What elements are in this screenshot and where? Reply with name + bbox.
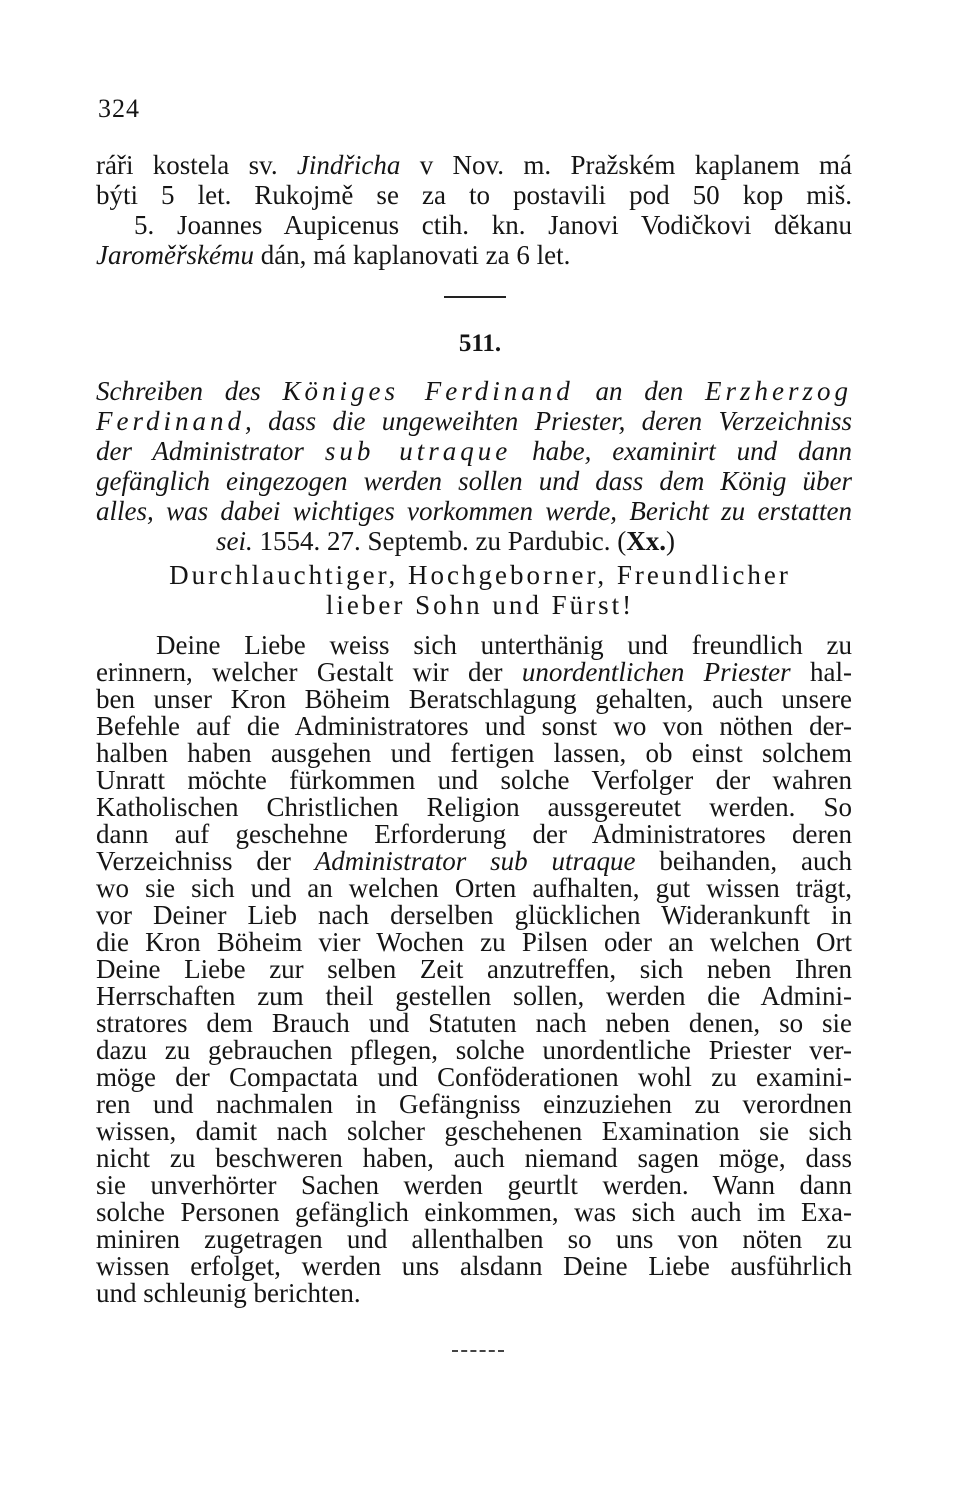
text-line: býti 5 let. Rukojmě se za to postavili pod 50 kop miš. <box>96 180 852 210</box>
text-span: ) <box>665 526 675 556</box>
italic-name: u <box>240 240 254 270</box>
text-span: dán, má kaplanovati za 6 let. <box>253 240 571 270</box>
body-line: miniren zugetragen und allenthalben so uns von nöten zu <box>96 1224 852 1254</box>
italic-phrase: unordentlichen Priester <box>521 657 791 687</box>
body-line: solche Personen gefänglich einkommen, was sich auch im Exa- <box>96 1197 852 1227</box>
body-line: Deine Liebe zur selben Zeit anzutreffen, sich neben Ihren <box>96 954 852 984</box>
spaced-name: Ferdinand <box>96 406 245 436</box>
text-span: ráři kostela sv. <box>96 150 297 180</box>
summary-line <box>96 406 852 436</box>
text-line <box>96 240 852 270</box>
body-line: dazu zu gebrauchen pflegen, solche unordentliche Priester ver- <box>96 1035 852 1065</box>
body-line: wissen erfolget, werden uns alsdann Deine Liebe ausführlich <box>96 1251 852 1281</box>
text-span: habe, examinirt und dann <box>511 436 853 466</box>
body-line: die Kron Böheim vier Wochen zu Pilsen oder an welchen Ort <box>96 927 852 957</box>
body-line: Unratt möchte fürkommen und solche Verfolger der wahren <box>96 765 852 795</box>
date-text: 1554. 27. Septemb. zu Pardubic. ( <box>252 526 627 556</box>
spaced-name: sub utraque <box>324 436 512 466</box>
text-line: 5. Joannes Aupicenus ctih. kn. Janovi Vodičkovi děkanu <box>134 210 852 240</box>
salutation-line: Durchlauchtiger, Hochgeborner, Freundlicher <box>169 560 791 590</box>
body-line: möge der Compactata und Conföderationen wohl zu examini- <box>96 1062 852 1092</box>
summary-line <box>216 526 816 556</box>
end-divider <box>452 1350 504 1352</box>
source-mark: Xx. <box>626 526 666 556</box>
summary-line: gefänglich eingezogen werden sollen und dass dem König über <box>96 466 852 496</box>
summary-line <box>96 376 852 406</box>
text-span: sei. <box>216 526 253 556</box>
text-span: , dass die ungeweihten Priester, deren Verzeichniss <box>244 406 852 436</box>
body-line: sie unverhörter Sachen werden geurtlt werden. Wann dann <box>96 1170 852 1200</box>
text-span: der Administrator <box>96 436 325 466</box>
text-span: v Nov. m. Pražském kaplanem má <box>400 150 852 180</box>
spaced-name: Königes Ferdinand <box>282 376 574 406</box>
text-span: Schreiben des <box>96 376 283 406</box>
body-line: stratores dem Brauch und Statuten nach neben denen, so sie <box>96 1008 852 1038</box>
text-span: an den <box>573 376 705 406</box>
body-line: Herrschaften zum theil gestellen sollen, werden die Admini- <box>96 981 852 1011</box>
text-span: beihanden, auch <box>635 846 852 876</box>
body-line: halben haben ausgehen und fertigen lassen, ob einst solchem <box>96 738 852 768</box>
body-line: dann auf geschehne Erforderung der Administratores deren <box>96 819 852 849</box>
body-line <box>96 846 852 876</box>
body-line: wissen, damit nach solcher geschehenen Examination sie sich <box>96 1116 852 1146</box>
summary-line: alles, was dabei wichtiges vorkommen werde, Bericht zu erstatten <box>96 496 852 526</box>
body-line: vor Deiner Lieb nach derselben glücklichen Widerankunft in <box>96 900 852 930</box>
italic-phrase: Administrator sub utraque <box>314 846 636 876</box>
section-divider <box>444 296 506 298</box>
body-line: Befehle auf die Administratores und sonst wo von nöthen der- <box>96 711 852 741</box>
spaced-name: Erzherzog <box>704 376 852 406</box>
body-line: wo sie sich und an welchen Orten aufhalten, gut wissen trägt, <box>96 873 852 903</box>
text-line <box>96 150 852 180</box>
body-line: Katholischen Christlichen Religion aussgereutet werden. So <box>96 792 852 822</box>
document-number: 511. <box>458 330 502 357</box>
text-span: hal- <box>790 657 853 687</box>
body-line: nicht zu beschweren haben, auch niemand sagen möge, dass <box>96 1143 852 1173</box>
page-number: 324 <box>98 94 140 123</box>
italic-name: Jindřicha <box>296 150 401 180</box>
salutation-line: lieber Sohn und Fürst! <box>325 590 635 620</box>
body-line: Deine Liebe weiss sich unterthänig und freundlich zu <box>156 630 852 660</box>
text-span: erinnern, welcher Gestalt wir der <box>96 657 522 687</box>
body-line: ren und nachmalen in Gefängniss einzuziehen zu verordnen <box>96 1089 852 1119</box>
summary-line <box>96 436 852 466</box>
italic-name: Jaroměřském <box>96 240 241 270</box>
body-line <box>96 657 852 687</box>
text-span: Verzeichniss der <box>96 846 315 876</box>
body-line: ben unser Kron Böheim Beratschlagung gehalten, auch unsere <box>96 684 852 714</box>
body-line: und schleunig berichten. <box>96 1278 361 1308</box>
